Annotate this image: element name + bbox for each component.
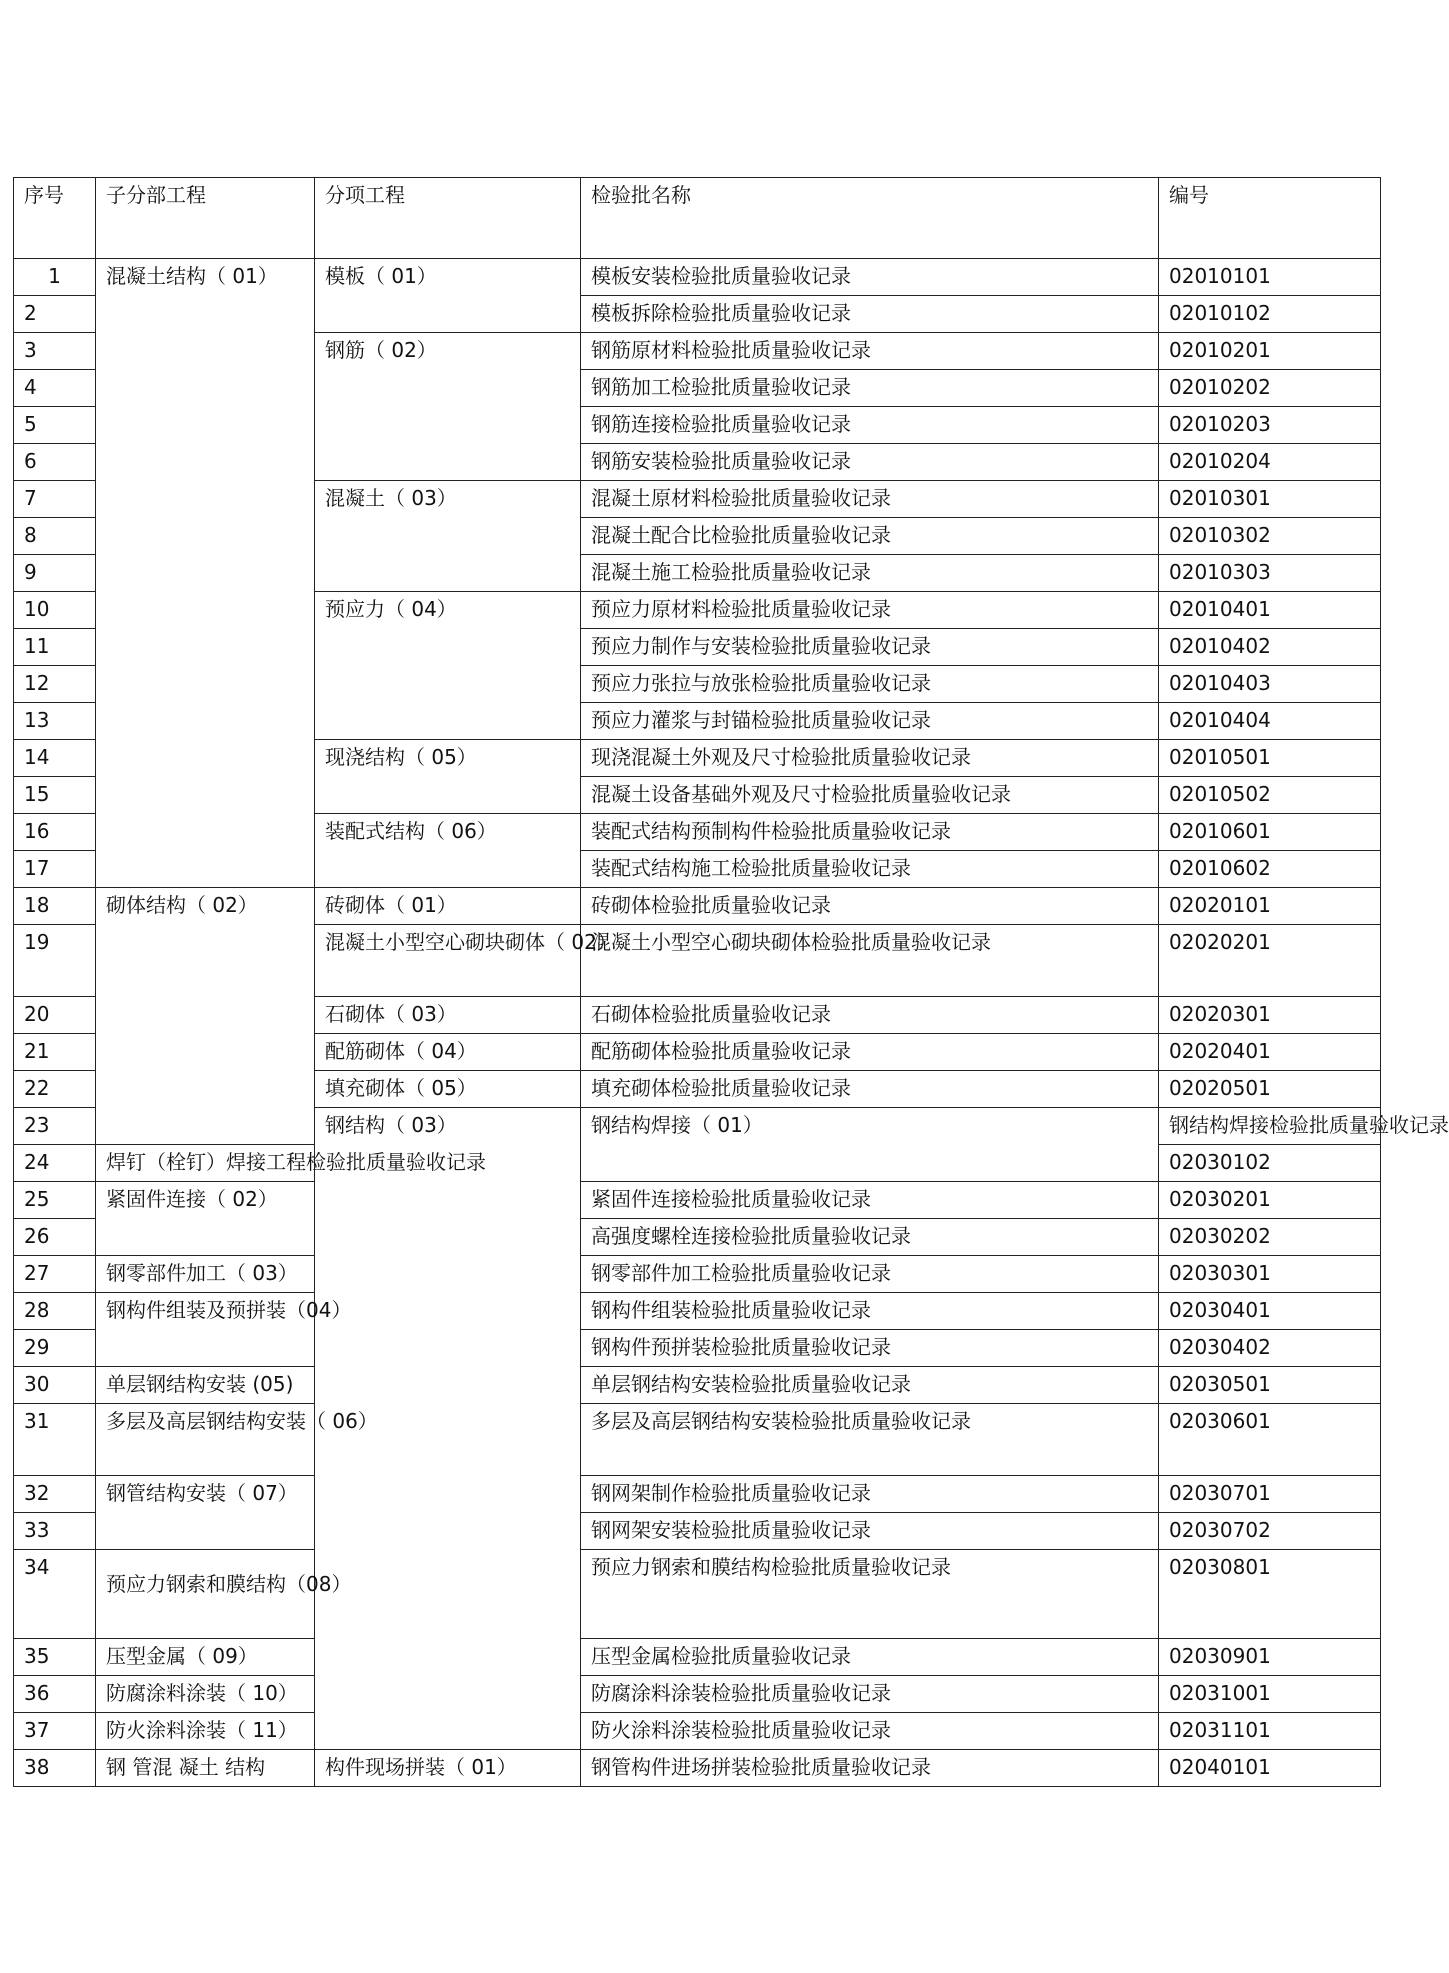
batch-code: 02031101 — [1159, 1713, 1381, 1750]
batch-name: 混凝土施工检验批质量验收记录 — [581, 555, 1159, 592]
row-no: 29 — [14, 1330, 96, 1367]
batch-name: 砖砌体检验批质量验收记录 — [581, 888, 1159, 925]
batch-name: 钢筋原材料检验批质量验收记录 — [581, 333, 1159, 370]
batch-name: 模板安装检验批质量验收记录 — [581, 259, 1159, 296]
batch-code: 02020201 — [1159, 925, 1381, 997]
table-row — [14, 1367, 1381, 1404]
row-no: 21 — [14, 1034, 96, 1071]
batch-name: 装配式结构预制构件检验批质量验收记录 — [581, 814, 1159, 851]
row-no: 30 — [14, 1367, 96, 1404]
row-no: 3 — [14, 333, 96, 370]
row-no: 15 — [14, 777, 96, 814]
item-cell: 多层及高层钢结构安装（ 06） — [96, 1404, 315, 1476]
row-no: 26 — [14, 1219, 96, 1256]
row-no: 34 — [14, 1550, 96, 1639]
item-cell: 混凝土（ 03） — [315, 481, 581, 592]
batch-code: 02010201 — [1159, 333, 1381, 370]
row-no: 12 — [14, 666, 96, 703]
batch-name: 紧固件连接检验批质量验收记录 — [581, 1182, 1159, 1219]
subdivision-cell: 钢 管混 凝土 结构 — [96, 1750, 315, 1787]
batch-name: 预应力张拉与放张检验批质量验收记录 — [581, 666, 1159, 703]
batch-code: 02020101 — [1159, 888, 1381, 925]
item-cell: 预应力（ 04） — [315, 592, 581, 740]
batch-code: 02010401 — [1159, 592, 1381, 629]
row-no: 17 — [14, 851, 96, 888]
batch-code: 02010301 — [1159, 481, 1381, 518]
item-cell: 预应力钢索和膜结构（08） — [96, 1550, 315, 1639]
batch-code: 02010101 — [1159, 259, 1381, 296]
batch-name: 钢网架安装检验批质量验收记录 — [581, 1513, 1159, 1550]
batch-code: 02010403 — [1159, 666, 1381, 703]
batch-name: 现浇混凝土外观及尺寸检验批质量验收记录 — [581, 740, 1159, 777]
row-no: 18 — [14, 888, 96, 925]
item-cell: 防火涂料涂装（ 11） — [96, 1713, 315, 1750]
batch-code: 02010303 — [1159, 555, 1381, 592]
row-no: 4 — [14, 370, 96, 407]
batch-code: 02010203 — [1159, 407, 1381, 444]
table-row — [14, 1713, 1381, 1750]
item-cell: 紧固件连接（ 02） — [96, 1182, 315, 1256]
table-row — [14, 1182, 1381, 1219]
batch-code: 02030102 — [1159, 1145, 1381, 1182]
batch-name: 填充砌体检验批质量验收记录 — [581, 1071, 1159, 1108]
batch-name: 钢构件组装检验批质量验收记录 — [581, 1293, 1159, 1330]
item-cell: 压型金属（ 09） — [96, 1639, 315, 1676]
row-no: 6 — [14, 444, 96, 481]
table-row — [14, 1750, 1381, 1787]
batch-name: 混凝土原材料检验批质量验收记录 — [581, 481, 1159, 518]
batch-name: 模板拆除检验批质量验收记录 — [581, 296, 1159, 333]
row-no: 2 — [14, 296, 96, 333]
item-cell: 构件现场拼装（ 01） — [315, 1750, 581, 1787]
batch-code: 02010602 — [1159, 851, 1381, 888]
batch-name: 预应力制作与安装检验批质量验收记录 — [581, 629, 1159, 666]
batch-name: 防火涂料涂装检验批质量验收记录 — [581, 1713, 1159, 1750]
row-no: 23 — [14, 1108, 96, 1145]
batch-code: 02010601 — [1159, 814, 1381, 851]
table-header-row — [14, 178, 1381, 259]
row-no: 14 — [14, 740, 96, 777]
batch-code: 02010501 — [1159, 740, 1381, 777]
item-cell: 钢筋（ 02） — [315, 333, 581, 481]
item-cell: 钢构件组装及预拼装（04） — [96, 1293, 315, 1367]
row-no: 25 — [14, 1182, 96, 1219]
header-item: 分项工程 — [315, 178, 581, 259]
batch-name: 高强度螺栓连接检验批质量验收记录 — [581, 1219, 1159, 1256]
item-cell: 单层钢结构安装 (05) — [96, 1367, 315, 1404]
batch-name: 预应力钢索和膜结构检验批质量验收记录 — [581, 1550, 1159, 1639]
row-no: 16 — [14, 814, 96, 851]
batch-name: 多层及高层钢结构安装检验批质量验收记录 — [581, 1404, 1159, 1476]
row-no: 32 — [14, 1476, 96, 1513]
item-cell: 防腐涂料涂装（ 10） — [96, 1676, 315, 1713]
row-no: 11 — [14, 629, 96, 666]
row-no: 9 — [14, 555, 96, 592]
item-cell: 填充砌体（ 05） — [315, 1071, 581, 1108]
batch-code: 02010102 — [1159, 296, 1381, 333]
subdivision-cell: 砌体结构（ 02） — [96, 888, 315, 1145]
table-row — [14, 888, 1381, 925]
batch-name: 混凝土设备基础外观及尺寸检验批质量验收记录 — [581, 777, 1159, 814]
item-cell: 砖砌体（ 01） — [315, 888, 581, 925]
table-row — [14, 1293, 1381, 1330]
batch-code: 02030202 — [1159, 1219, 1381, 1256]
subdivision-cell: 混凝土结构（ 01） — [96, 259, 315, 888]
header-subdivision: 子分部工程 — [96, 178, 315, 259]
row-no: 1 — [14, 259, 96, 296]
batch-name: 装配式结构施工检验批质量验收记录 — [581, 851, 1159, 888]
row-no: 7 — [14, 481, 96, 518]
row-no: 20 — [14, 997, 96, 1034]
row-no: 27 — [14, 1256, 96, 1293]
row-no: 28 — [14, 1293, 96, 1330]
row-no: 13 — [14, 703, 96, 740]
table-row — [14, 1550, 1381, 1639]
item-cell: 钢零部件加工（ 03） — [96, 1256, 315, 1293]
batch-name: 单层钢结构安装检验批质量验收记录 — [581, 1367, 1159, 1404]
item-cell: 钢管结构安装（ 07） — [96, 1476, 315, 1550]
row-no: 5 — [14, 407, 96, 444]
subdivision-cell: 钢结构（ 03） — [315, 1108, 581, 1750]
table-row — [14, 1404, 1381, 1476]
row-no: 24 — [14, 1145, 96, 1182]
row-no: 31 — [14, 1404, 96, 1476]
batch-code: 02030401 — [1159, 1293, 1381, 1330]
batch-code: 02010202 — [1159, 370, 1381, 407]
batch-name: 防腐涂料涂装检验批质量验收记录 — [581, 1676, 1159, 1713]
table-row — [14, 259, 1381, 296]
batch-name: 预应力原材料检验批质量验收记录 — [581, 592, 1159, 629]
batch-name: 钢结构焊接检验批质量验收记录 — [1159, 1108, 1381, 1145]
table-row — [14, 1676, 1381, 1713]
header-code: 编号 — [1159, 178, 1381, 259]
row-no: 8 — [14, 518, 96, 555]
header-no: 序号 — [14, 178, 96, 259]
batch-code: 02010402 — [1159, 629, 1381, 666]
batch-code: 02010204 — [1159, 444, 1381, 481]
batch-name: 钢筋安装检验批质量验收记录 — [581, 444, 1159, 481]
batch-name: 钢网架制作检验批质量验收记录 — [581, 1476, 1159, 1513]
item-cell: 石砌体（ 03） — [315, 997, 581, 1034]
row-no: 22 — [14, 1071, 96, 1108]
batch-name: 钢构件预拼装检验批质量验收记录 — [581, 1330, 1159, 1367]
table-row — [14, 1476, 1381, 1513]
inspection-batch-table — [13, 177, 1449, 1787]
batch-code: 02030901 — [1159, 1639, 1381, 1676]
item-cell: 混凝土小型空心砌块砌体（ 02） — [315, 925, 581, 997]
batch-name: 压型金属检验批质量验收记录 — [581, 1639, 1159, 1676]
row-no: 19 — [14, 925, 96, 997]
item-cell: 现浇结构（ 05） — [315, 740, 581, 814]
batch-code: 02010502 — [1159, 777, 1381, 814]
batch-code: 02030601 — [1159, 1404, 1381, 1476]
batch-code: 02030701 — [1159, 1476, 1381, 1513]
batch-name: 混凝土小型空心砌块砌体检验批质量验收记录 — [581, 925, 1159, 997]
batch-code: 02030501 — [1159, 1367, 1381, 1404]
item-cell: 装配式结构（ 06） — [315, 814, 581, 888]
batch-name: 钢筋加工检验批质量验收记录 — [581, 370, 1159, 407]
batch-name: 石砌体检验批质量验收记录 — [581, 997, 1159, 1034]
row-no: 37 — [14, 1713, 96, 1750]
batch-code: 02030402 — [1159, 1330, 1381, 1367]
batch-name: 混凝土配合比检验批质量验收记录 — [581, 518, 1159, 555]
batch-code: 02010404 — [1159, 703, 1381, 740]
batch-code: 02020501 — [1159, 1071, 1381, 1108]
batch-name: 钢零部件加工检验批质量验收记录 — [581, 1256, 1159, 1293]
batch-code: 02030702 — [1159, 1513, 1381, 1550]
batch-code: 02030801 — [1159, 1550, 1381, 1639]
batch-code: 02010302 — [1159, 518, 1381, 555]
batch-code: 02030301 — [1159, 1256, 1381, 1293]
batch-name: 配筋砌体检验批质量验收记录 — [581, 1034, 1159, 1071]
table-row — [14, 1639, 1381, 1676]
row-no: 36 — [14, 1676, 96, 1713]
row-no: 33 — [14, 1513, 96, 1550]
batch-name: 钢筋连接检验批质量验收记录 — [581, 407, 1159, 444]
batch-code: 02040101 — [1159, 1750, 1381, 1787]
batch-code: 02030201 — [1159, 1182, 1381, 1219]
batch-name: 钢管构件进场拼装检验批质量验收记录 — [581, 1750, 1159, 1787]
row-no: 35 — [14, 1639, 96, 1676]
item-cell: 模板（ 01） — [315, 259, 581, 333]
item-cell: 钢结构焊接（ 01） — [581, 1108, 1159, 1182]
batch-name: 预应力灌浆与封锚检验批质量验收记录 — [581, 703, 1159, 740]
item-cell: 配筋砌体（ 04） — [315, 1034, 581, 1071]
batch-code: 02020401 — [1159, 1034, 1381, 1071]
header-batch-name: 检验批名称 — [581, 178, 1159, 259]
batch-code: 02020301 — [1159, 997, 1381, 1034]
batch-name: 焊钉（栓钉）焊接工程检验批质量验收记录 — [96, 1145, 315, 1182]
row-no: 38 — [14, 1750, 96, 1787]
batch-code: 02031001 — [1159, 1676, 1381, 1713]
row-no: 10 — [14, 592, 96, 629]
table-row — [14, 1256, 1381, 1293]
